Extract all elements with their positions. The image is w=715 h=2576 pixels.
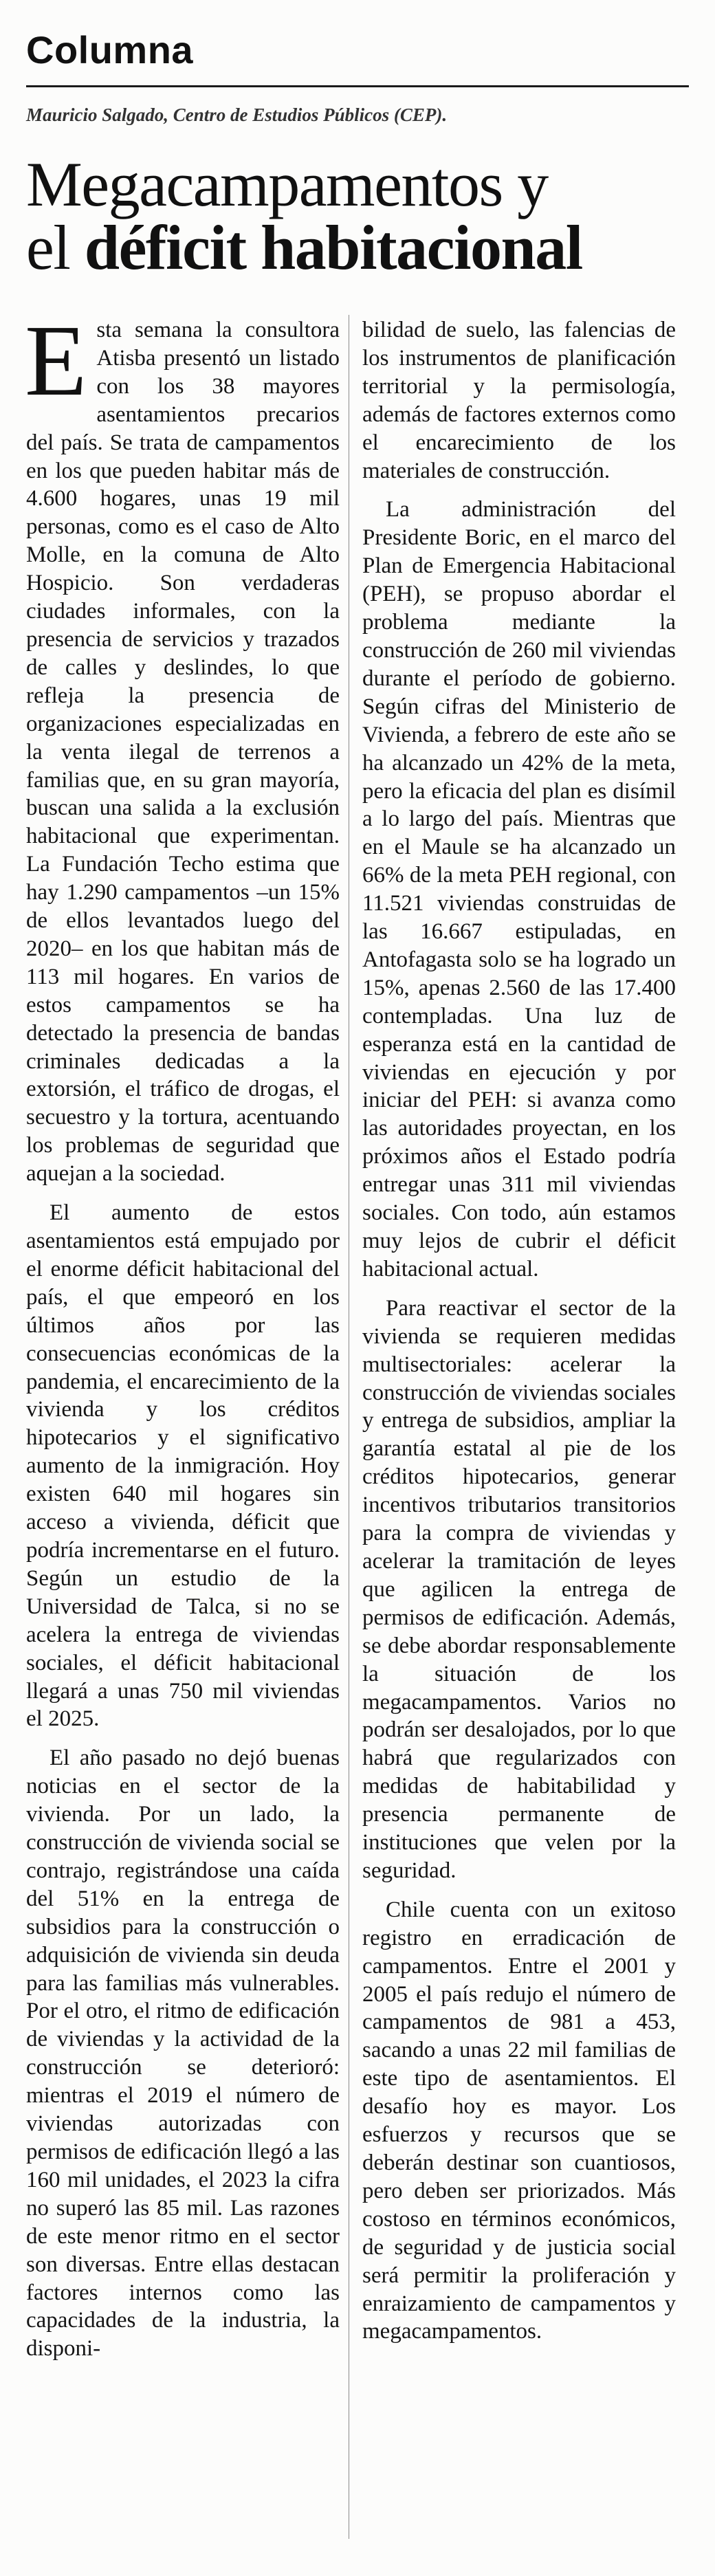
headline bbox=[26, 149, 672, 283]
paragraph-5: Para reactivar el sector de la vivienda se requieren medidas multisectoriales: acelerar la construcción de viviendas sociales y entrega de subsidios, ampliar la garantía estatal al pie de los créditos hipotecarios, generar incentivos tributarios transitorios para la compra de viviendas y acelerar la tramitación de leyes que agilicen la entrega de permisos de edificación. Además, se debe abordar responsablemente la situación de los megacampamentos. Varios no podrán ser desalojados, por lo que habrá que regularizados con medidas de habitabilidad y presencia permanente de instituciones que velen por la seguridad. bbox=[362, 1295, 676, 1883]
article-column-right bbox=[362, 316, 676, 2357]
paragraph-3-continued: bilidad de suelo, las falencias de los instrumentos de planificación territorial y la permisología, además de factores externos como el encarecimiento de los materiales de construcción. bbox=[362, 318, 676, 483]
paragraph-4: La administración del Presidente Boric, en el marco del Plan de Emergencia Habitacional (PEH), se propuso abordar el problema mediante la construcción de 260 mil viviendas durante el período de gobierno. Según cifras del Ministerio de Vivienda, a febrero de este año se ha alcanzado un 42% de la meta, pero la eficacia del plan es disímil a lo largo del país. Mientras que en el Maule se ha alcanzado un 66% de la meta PEH regional, con 11.521 viviendas construidas de las 16.667 estipuladas, en Antofagasta solo se ha logrado un 15%, apenas 2.560 de las 17.400 contempladas. Una luz de esperanza está en la cantidad de viviendas en ejecución y por iniciar del PEH: si avanza como las autoridades proyectan, en los próximos años el Estado podría entregar unas 311 mil viviendas sociales. Con todo, aún estamos muy lejos de cubrir el déficit habitacional actual. bbox=[362, 497, 676, 1281]
paragraph-2: El aumento de estos asentamientos está empujado por el enorme déficit habitacional del país, el que empeoró en los últimos años por las consecuencias económicas de la pandemia, el encarecimiento de la vivienda y los créditos hipotecarios y el significativo aumento de la inmigración. Hoy existen 640 mil hogares sin acceso a vivienda, déficit que podría incrementarse en el futuro. Según un estudio de la Universidad de Talca, si no se acelera la entrega de viviendas sociales, el déficit habitacional llegará a unas 750 mil viviendas el 2025. bbox=[26, 1200, 340, 1732]
article-column-left bbox=[25, 305, 340, 2374]
paragraph-1 bbox=[25, 305, 340, 1188]
author-byline: Mauricio Salgado, Centro de Estudios Públicos (CEP). bbox=[26, 104, 448, 125]
headline-line-2-bold: déficit habitacional bbox=[84, 212, 582, 283]
headline-line-1: Megacampamentos y bbox=[26, 149, 548, 219]
headline-line-2 bbox=[26, 212, 672, 283]
section-label: Columna bbox=[26, 28, 194, 71]
paragraph-1-text: sta semana la consultora Atisba presentó un listado con los 38 mayores asentamientos precarios del país. Se trata de campamentos en los que pueden habitar más de 4.600 hogares, unas 19 mil personas, como es el caso de Alto Molle, en la comuna de Alto Hospicio. Son verdaderas ciudades informales, con la presencia de servicios y trazados de calles y deslindes, lo que refleja la presencia de organizaciones especializadas en la venta ilegal de terrenos a familias que, en su gran mayoría, buscan una salida a la exclusión habitacional que experimentan. La Fundación Techo estima que hay 1.290 campamentos –un 15% de ellos levantados luego del 2020– en los que habitan más de 113 mil hogares. En varios de estos campamentos se ha detectado la presencia de bandas criminales dedicadas a la extorsión, el tráfico de drogas, el secuestro y la tortura, acentuando los problemas de seguridad que aquejan a la sociedad. bbox=[26, 318, 340, 1187]
drop-cap: E bbox=[25, 305, 87, 417]
paragraph-6: Chile cuenta con un exitoso registro en erradicación de campamentos. Entre el 2001 y 2005 el país redujo el número de campamentos de 981 a 453, sacando a unas 22 mil familias de este tipo de asentamientos. El desafío hoy es mayor. Los esfuerzos y recursos que se deberán destinar son cuantiosos, pero deben ser priorizados. Más costoso en términos económicos, de seguridad y de justicia social será permitir la proliferación y enraizamiento de campamentos y megacampamentos. bbox=[362, 1897, 676, 2344]
headline-line-2-regular: el bbox=[26, 212, 85, 283]
paragraph-3: El año pasado no dejó buenas noticias en el sector de la vivienda. Por un lado, la construcción de vivienda social se contrajo, registrándose una caída del 51% en la entrega de subsidios para la construcción o adquisición de vivienda sin deuda para las familias más vulnerables. Por el otro, el ritmo de edificación de viviendas y la actividad de la construcción se deterioró: mientras el 2019 el número de viviendas autorizadas con permisos de edificación llegó a las 160 mil unidades, el 2023 la cifra no superó las 85 mil. Las razones de este menor ritmo en el sector son diversas. Entre ellas destacan factores internos como las capacidades de la industria, la disponi- bbox=[26, 1746, 340, 2362]
header-rule bbox=[26, 85, 689, 87]
